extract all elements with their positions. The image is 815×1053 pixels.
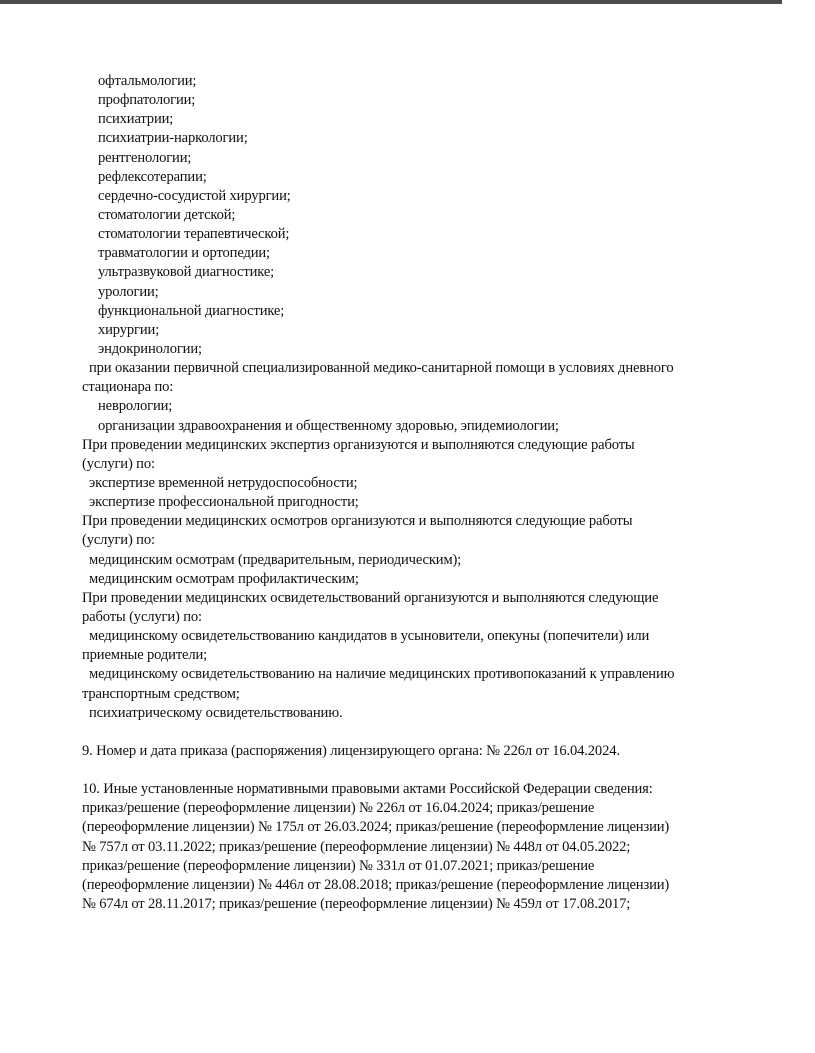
paragraph-gap	[82, 761, 747, 780]
list-item: экспертизе временной нетрудоспособности;	[89, 474, 358, 491]
list-item: сердечно-сосудистой хирургии;	[98, 187, 291, 204]
section-heading: при оказании первичной специализированной медико-санитарной помощи в условиях дневного	[89, 360, 674, 377]
list-item: травматологии и ортопедии;	[98, 245, 270, 262]
order-history-line: (переоформление лицензии) № 175л от 26.03.2024; приказ/решение (переоформление лицензии)	[82, 819, 670, 836]
section-10-other-info	[82, 780, 747, 914]
list-item: психиатрии-наркологии;	[98, 130, 248, 147]
list-item-continued: приемные родители;	[82, 647, 208, 664]
list-item: офтальмологии;	[98, 73, 197, 89]
section-heading-continued: (услуги) по:	[82, 455, 155, 472]
list-item: эндокринологии;	[98, 340, 202, 357]
order-history-line: приказ/решение (переоформление лицензии) № 226л от 16.04.2024; приказ/решение	[82, 800, 595, 817]
list-item: медицинским осмотрам профилактическим;	[89, 570, 359, 587]
list-item: организации здравоохранения и общественному здоровью, эпидемиологии;	[98, 417, 559, 434]
section-heading: При проведении медицинских освидетельствований организуются и выполняются следующие	[82, 589, 659, 606]
list-item: стоматологии терапевтической;	[98, 226, 290, 243]
list-item: профпатологии;	[98, 92, 196, 109]
outpatient-specialties-list	[82, 72, 747, 359]
list-item-continued: транспортным средством;	[82, 685, 240, 702]
list-item: медицинскому освидетельствованию на наличие медицинских противопоказаний к управлению	[89, 666, 675, 683]
list-item: стоматологии детской;	[98, 206, 236, 223]
section-heading-continued: стационара по:	[82, 379, 174, 396]
section-heading: При проведении медицинских осмотров организуются и выполняются следующие работы	[82, 513, 633, 530]
order-history-line: (переоформление лицензии) № 446л от 28.08.2018; приказ/решение (переоформление лицензии)	[82, 876, 670, 893]
day-hospital-section	[82, 359, 747, 436]
list-item: рефлексотерапии;	[98, 168, 207, 185]
section-heading-continued: работы (услуги) по:	[82, 608, 202, 625]
list-item: психиатрии;	[98, 111, 174, 128]
list-item: экспертизе профессиональной пригодности;	[89, 494, 359, 511]
order-history-line: № 757л от 03.11.2022; приказ/решение (переоформление лицензии) № 448л от 04.05.2022;	[82, 838, 631, 855]
list-item: рентгенологии;	[98, 149, 192, 166]
section-heading: При проведении медицинских экспертиз организуются и выполняются следующие работы	[82, 436, 635, 453]
paragraph-gap	[82, 723, 747, 742]
document-page	[82, 72, 747, 914]
section-heading: 10. Иные установленные нормативными правовыми актами Российской Федерации сведения:	[82, 781, 653, 798]
order-history-line: приказ/решение (переоформление лицензии) № 331л от 01.07.2021; приказ/решение	[82, 857, 595, 874]
list-item: функциональной диагностике;	[98, 302, 285, 319]
examinations-section	[82, 512, 747, 589]
order-history-line: № 674л от 28.11.2017; приказ/решение (переоформление лицензии) № 459л от 17.08.2017;	[82, 896, 631, 913]
list-item: ультразвуковой диагностике;	[98, 264, 275, 281]
list-item: психиатрическому освидетельствованию.	[89, 704, 343, 721]
list-item: урологии;	[98, 283, 159, 300]
list-item: медицинским осмотрам (предварительным, периодическим);	[89, 551, 462, 568]
list-item: неврологии;	[98, 398, 173, 415]
list-item: медицинскому освидетельствованию кандидатов в усыновители, опекуны (попечители) или	[89, 628, 650, 645]
section-heading-continued: (услуги) по:	[82, 532, 155, 549]
expertise-section	[82, 436, 747, 513]
certifications-section	[82, 589, 747, 723]
list-item: хирургии;	[98, 321, 160, 338]
viewer-top-bar	[0, 0, 782, 4]
section-9-order-number: 9. Номер и дата приказа (распоряжения) лицензирующего органа: № 226л от 16.04.2024.	[82, 742, 620, 759]
